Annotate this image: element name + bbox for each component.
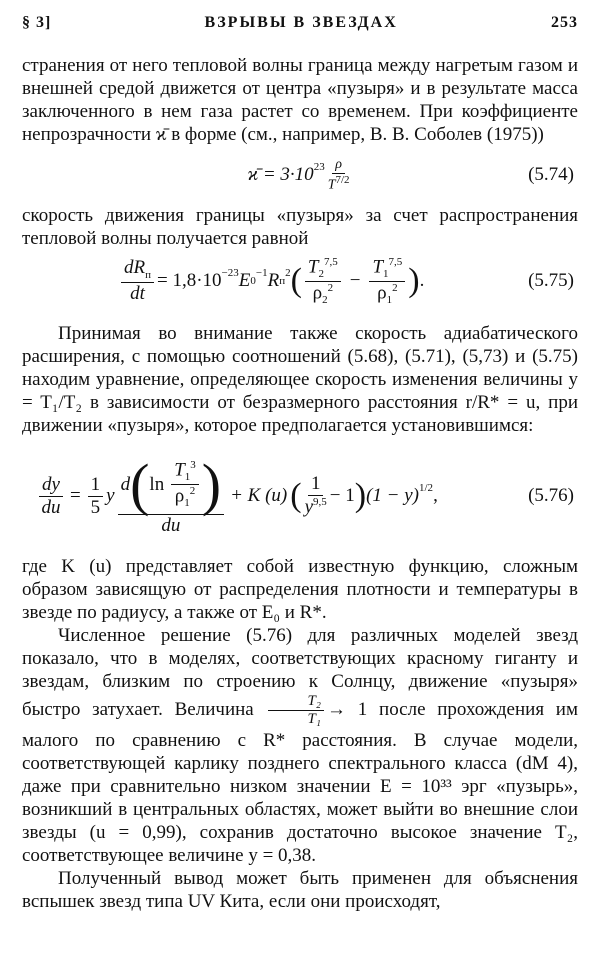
eq574-lhs: ϰ̄ = 3·10 [247, 164, 314, 185]
eq576-rho1-exp: 2 [189, 485, 196, 498]
eq575-t1: T [372, 256, 384, 278]
running-header [22, 14, 578, 40]
eq576-left-paren: ( [290, 477, 302, 514]
eq575-e0: E [238, 270, 251, 291]
eq575-right-paren: ) [408, 262, 420, 299]
eq576-right-paren: ) [354, 477, 367, 514]
equation-5-74 [22, 146, 578, 204]
paragraph-5a: Численное решение (5.76) для различных моделей звезд показало, что в моделях, соответствующих красному гиганту и звездам, близким по строению к Солнцу, движение «пузыря» быстро затухает. Величина [22, 625, 578, 721]
eq576-d: d [120, 473, 131, 495]
eq-number-5-75: (5.75) [528, 270, 574, 291]
eq574-exp: 23 [313, 161, 325, 173]
eq575-rho2-exp: 2 [327, 281, 334, 294]
eq575-rho1-exp: 2 [392, 281, 398, 294]
eq575-e0-sub: 0 [250, 275, 256, 287]
eq575-lhs [121, 257, 154, 304]
eq-number-5-74: (5.74) [528, 164, 574, 185]
eq576-y-frac [305, 473, 327, 518]
eq576-y: y [106, 485, 115, 506]
eq575-r-exp: 2 [285, 267, 291, 279]
eq576-t1-sub: 1 [184, 471, 191, 484]
eq575-coef: = 1,8·10 [157, 270, 222, 291]
eq576-minus-one: − 1 [329, 485, 355, 506]
eq575-coef-exp: −23 [221, 267, 239, 279]
eq576-y-frac-num: 1 [308, 473, 324, 496]
eq575-frac-2 [305, 256, 341, 307]
eq576-lhs-den: du [41, 496, 61, 518]
eq575-lhs-sub: п [145, 269, 151, 282]
eq574-den: T [327, 177, 336, 193]
eq574-fraction [328, 157, 350, 194]
eq576-lhs-num: dy [39, 474, 63, 497]
paragraph-3: Принимая во внимание также скорость адиабатического расширения, с помощью соотношений (5.68), (5.71), (5,73) и (5.75) находим уравнение, определяющее скорость изменения величины y = T₁/T₂ в зависимости от безразмерного расстояния r/R* = u, при движении «пузыря», которое предполагается установившимся: [22, 323, 578, 436]
eq574-num: ρ [332, 157, 345, 174]
ratio-num: T₂ [268, 693, 324, 711]
eq576-du: du [161, 514, 181, 536]
eq576-coef [88, 474, 104, 519]
eq576-ln: ln [149, 473, 165, 495]
paragraph-5b: после прохождения им малого по сравнению с R* расстояния. В случае модели, соответствующей карлику позднего спектрального класса (dM 4), даже при сравнительно низком значении E = 10³³ эрг «пузырь», возникший в центральных областях, может выйти во внешние слои звезды (u = 0,99), сохранив достаточно высокое значение T₂, соответствующее величине y = 0,38. [22, 699, 579, 866]
ratio-t2-t1 [268, 693, 324, 729]
eq576-tail: (1 − y) [366, 485, 419, 506]
eq576-coef-den: 5 [90, 496, 101, 518]
eq-number-5-76: (5.76) [528, 485, 574, 506]
eq576-inner-frac [171, 459, 199, 510]
eq575-e0-exp: −1 [255, 267, 268, 279]
paragraph-2: скорость движения границы «пузыря» за счет распространения тепловой волны получается равной [22, 205, 578, 249]
running-title: ВЗРЫВЫ В ЗВЕЗДАХ [204, 14, 398, 31]
eq575-dot: . [419, 270, 425, 291]
section-marker: § 3] [22, 14, 52, 31]
eq576-equals: = [69, 485, 81, 506]
eq576-derivative [118, 451, 225, 537]
eq576-rho1: ρ [174, 485, 185, 507]
eq575-lhs-num: dR [124, 257, 146, 279]
eq576-t1: T [174, 459, 185, 481]
paragraph-6: Полученный вывод может быть применен для объяснения вспышек звезд типа UV Кита, если они происходят, [22, 867, 578, 912]
eq575-r-sub: п [279, 275, 286, 287]
ratio-den: T₁ [307, 711, 322, 728]
eq575-t2-exp: 7,5 [324, 255, 338, 268]
page [22, 14, 578, 913]
eq576-comma: , [433, 485, 438, 506]
paragraph-1: странения от него тепловой волны граница между нагретым газом и внешней средой движется от центра «пузыря» и в результате масса заключенного в нем газа растет со временем. При коэффициенте непрозрачности ϰ̄ в форме (см., например, В. В. Соболев (1975)) [22, 55, 578, 145]
eq576-coef-num: 1 [88, 474, 104, 497]
eq576-inner-right-paren: ) [201, 451, 222, 517]
eq575-lhs-den: dt [130, 282, 145, 304]
eq575-minus: − [349, 270, 361, 291]
eq576-k-term: + K (u) [230, 485, 288, 506]
eq575-rho2-sub: 2 [322, 293, 328, 306]
eq576-t1-exp: 3 [190, 459, 196, 472]
page-number: 253 [551, 14, 578, 31]
eq575-t2: T [307, 256, 319, 278]
eq575-t1-sub: 1 [383, 267, 389, 280]
eq575-left-paren: ( [290, 262, 302, 299]
eq576-tail-exp: 1/2 [419, 482, 434, 494]
eq575-frac-1 [369, 256, 405, 307]
equation-5-75 [22, 250, 578, 312]
eq575-rho2: ρ [312, 281, 323, 303]
eq576-lhs [39, 474, 63, 519]
eq576-rho1-sub: 1 [184, 497, 190, 510]
equation-5-76 [22, 437, 578, 555]
eq574-den-exp: 7/2 [335, 173, 350, 186]
paragraph-4: где K (u) представляет собой известную функцию, сложным образом зависящую от распределения плотности и температуры в звезде по радиусу, а также от E₀ и R*. [22, 556, 578, 623]
eq575-r: R [267, 270, 280, 291]
eq575-rho1: ρ [377, 281, 387, 303]
eq576-y-frac-exp: 9,5 [313, 496, 327, 509]
eq576-inner-left-paren: ( [130, 451, 150, 517]
paragraph-5 [22, 624, 578, 867]
eq575-t1-exp: 7,5 [388, 255, 403, 268]
eq575-t2-sub: 2 [318, 267, 324, 280]
eq576-y-frac-den: y [304, 496, 314, 518]
ratio-arrow: → 1 [327, 699, 368, 721]
eq575-rho1-sub: 1 [386, 293, 393, 306]
